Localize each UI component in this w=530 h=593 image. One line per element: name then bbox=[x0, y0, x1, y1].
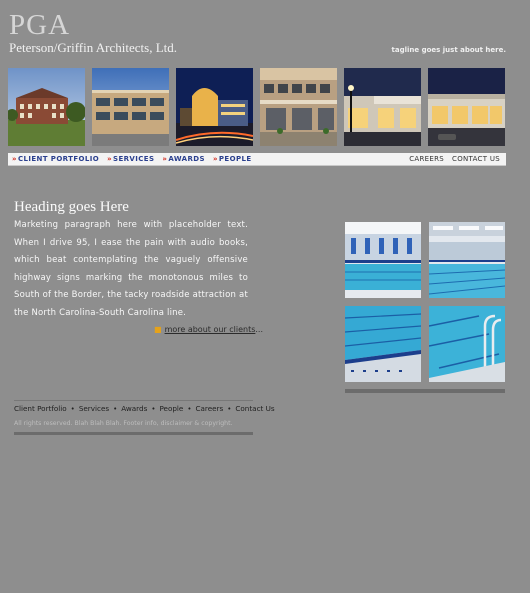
nav-awards[interactable]: »AWARDS bbox=[162, 155, 205, 163]
double-arrow-icon: » bbox=[12, 155, 17, 163]
header-photo-strip bbox=[8, 68, 506, 146]
footer-copyright: All rights reserved. Blah Blah Blah. Footer info, disclaimer & copyright. bbox=[14, 420, 233, 427]
bullet-separator-icon: • bbox=[70, 404, 75, 413]
footer-link-people[interactable]: People bbox=[159, 404, 184, 413]
tagline: tagline goes just about here. bbox=[391, 46, 506, 54]
photo-pool-4 bbox=[429, 306, 505, 382]
photo-brick-building bbox=[8, 68, 85, 146]
photo-strip-mall-night bbox=[428, 68, 505, 146]
footer-link-services[interactable]: Services bbox=[78, 404, 110, 413]
nav-people[interactable]: »PEOPLE bbox=[212, 155, 252, 163]
footer-divider bbox=[14, 400, 253, 401]
main-navbar bbox=[8, 153, 506, 166]
footer-link-careers[interactable]: Careers bbox=[195, 404, 224, 413]
pool-grid-underline bbox=[345, 389, 505, 393]
logo[interactable]: PGA bbox=[9, 9, 71, 41]
footer-links bbox=[14, 404, 275, 413]
page-heading: Heading goes Here bbox=[14, 199, 129, 215]
bullet-separator-icon: • bbox=[187, 404, 192, 413]
ellipsis: ... bbox=[255, 325, 264, 334]
more-about-clients-link[interactable]: more about our clients bbox=[164, 325, 256, 334]
double-arrow-icon: » bbox=[107, 155, 113, 163]
double-arrow-icon: » bbox=[162, 155, 168, 163]
footer-link-awards[interactable]: Awards bbox=[121, 404, 148, 413]
bullet-separator-icon: • bbox=[113, 404, 118, 413]
photo-office-building bbox=[92, 68, 169, 146]
bullet-icon: ■ bbox=[154, 325, 162, 334]
firm-name: Peterson/Griffin Architects, Ltd. bbox=[9, 40, 178, 55]
photo-night-glass-building bbox=[176, 68, 253, 146]
more-about-clients bbox=[154, 325, 263, 334]
pool-photo-grid bbox=[345, 222, 505, 382]
double-arrow-icon: » bbox=[212, 155, 218, 163]
photo-retail-night bbox=[344, 68, 421, 146]
nav-services[interactable]: »SERVICES bbox=[107, 155, 155, 163]
marketing-paragraph: Marketing paragraph here with placeholder text. When I drive 95, I ease the pain with audio books, which beat contemplating the vaguely offensive highway signs marking the monotonous miles to South of the Border, the tacky roadside attraction at the North Carolina-South Carolina line. bbox=[14, 220, 248, 318]
footer-link-contact-us[interactable]: Contact Us bbox=[235, 404, 275, 413]
photo-pool-3 bbox=[345, 306, 421, 382]
bullet-separator-icon: • bbox=[151, 404, 156, 413]
footer-bottom-bar bbox=[14, 432, 253, 435]
nav-contact-us[interactable]: CONTACT US bbox=[452, 155, 500, 163]
nav-client-portfolio[interactable]: »CLIENT PORTFOLIO bbox=[12, 155, 100, 163]
photo-pool-2 bbox=[429, 222, 505, 298]
photo-pool-1 bbox=[345, 222, 421, 298]
footer-link-client-portfolio[interactable]: Client Portfolio bbox=[14, 404, 67, 413]
bullet-separator-icon: • bbox=[227, 404, 232, 413]
photo-storefront-building bbox=[260, 68, 337, 146]
nav-careers[interactable]: CAREERS bbox=[409, 155, 444, 163]
